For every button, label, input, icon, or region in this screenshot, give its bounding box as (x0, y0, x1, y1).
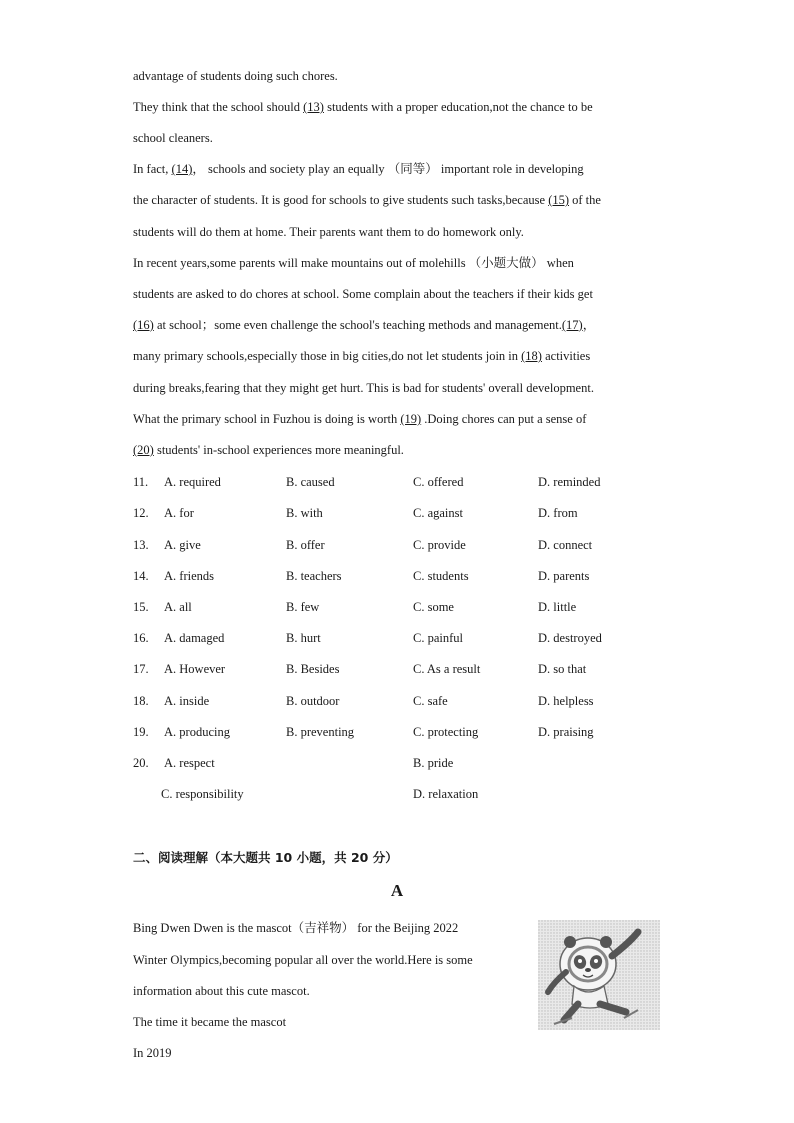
option-d: D. relaxation (413, 787, 479, 801)
option-b: B. hurt (286, 631, 321, 645)
blank-15: (15) (548, 193, 570, 207)
reading-line-1: Bing Dwen Dwen is the mascot（吉祥物） for the Beijing 2022 (133, 921, 459, 935)
option-c: C. students (413, 569, 469, 583)
passage-line-5: the character of students. It is good for schools to give students such tasks,because (15) of the (133, 193, 601, 207)
question-row: 14. A. friends B. teachers C. students D. parents (133, 569, 590, 583)
question-row: 13. A. give B. offer C. provide D. connect (133, 538, 593, 552)
option-b: B. teachers (286, 569, 342, 583)
blank-20: (20) (133, 443, 154, 457)
reading-line-2: Winter Olympics,becoming popular all over the world.Here is some (133, 953, 473, 967)
option-d: D. destroyed (538, 631, 602, 645)
option-d: D. connect (538, 538, 593, 552)
question-row-20-cont (0, 786, 794, 802)
question-row: 19. A. producing B. preventing C. protecting D. praising (133, 725, 594, 739)
passage-line-13: (20) students' in-school experiences more meaningful. (133, 443, 404, 457)
option-b: B. caused (286, 475, 335, 489)
blank-18: (18) (521, 349, 542, 363)
question-row: 11. A. required B. caused C. offered D. reminded (133, 475, 601, 489)
option-d: D. from (538, 506, 578, 520)
option-b: B. outdoor (286, 694, 340, 708)
option-c: C. painful (413, 631, 463, 645)
option-a: A. all (164, 600, 192, 614)
option-c: C. provide (413, 538, 466, 552)
question-row: 12. A. for B. with C. against D. from (133, 506, 578, 520)
option-d: D. praising (538, 725, 594, 739)
question-row: 16. A. damaged B. hurt C. painful D. destroyed (133, 631, 602, 645)
mascot-illustration (538, 920, 660, 1030)
passage-line-3: school cleaners. (133, 131, 213, 145)
option-c: C. responsibility (161, 787, 244, 801)
option-a: A. required (164, 475, 221, 489)
option-d: D. little (538, 600, 577, 614)
option-b: B. Besides (286, 662, 340, 676)
option-b: B. few (286, 600, 320, 614)
reading-line-3: information about this cute mascot. (133, 984, 310, 998)
blank-13: (13) (303, 100, 324, 114)
option-c: C. against (413, 506, 463, 520)
blank-16: (16) (133, 318, 154, 332)
option-d: D. helpless (538, 694, 594, 708)
blank-14: (14) (171, 162, 193, 176)
passage-line-8: students are asked to do chores at school. Some complain about the teachers if their kids get (133, 287, 593, 301)
option-c: C. some (413, 600, 454, 614)
question-row: 18. A. inside B. outdoor C. safe D. helpless (133, 694, 594, 708)
passage-line-9: (16) at school；some even challenge the school's teaching methods and management.(17)， (133, 318, 596, 332)
reading-line-4: The time it became the mascot (133, 1015, 287, 1029)
blank-17: (17) (561, 318, 583, 332)
reading-line-5: In 2019 (133, 1046, 172, 1060)
option-a: A. for (164, 506, 194, 520)
option-c: C. safe (413, 694, 448, 708)
option-a: A. However (164, 662, 226, 676)
option-c: C. protecting (413, 725, 479, 739)
passage-line-6: students will do them at home. Their parents want them to do homework only. (133, 225, 524, 239)
section-heading: 二、阅读理解（本大题共 10 小题，共 20 分） (133, 850, 398, 865)
option-a: A. friends (164, 569, 214, 583)
option-c: C. As a result (413, 662, 481, 676)
option-d: D. so that (538, 662, 587, 676)
passage-line-4: In fact, (14)， schools and society play an equally （同等） important role in developing (133, 162, 584, 176)
question-row-20: 20. A. respect B. pride (133, 756, 454, 770)
option-a: A. damaged (164, 631, 225, 645)
option-a: A. give (164, 538, 201, 552)
passage-line-10: many primary schools,especially those in big cities,do not let students join in (18) activities (133, 349, 591, 363)
passage-line-7: In recent years,some parents will make mountains out of molehills （小题大做） when (133, 256, 574, 270)
passage-line-11: during breaks,fearing that they might get hurt. This is bad for students' overall development. (133, 381, 594, 395)
option-d: D. parents (538, 569, 590, 583)
passage-line-1: advantage of students doing such chores. (133, 69, 338, 83)
blank-19: (19) (400, 412, 422, 426)
mascot-image (538, 920, 660, 1030)
option-a: A. inside (164, 694, 210, 708)
passage-line-12: What the primary school in Fuzhou is doing is worth (19) .Doing chores can put a sense of (133, 412, 587, 426)
option-b: B. pride (413, 756, 454, 770)
option-a: A. respect (164, 756, 215, 770)
option-d: D. reminded (538, 475, 601, 489)
question-row: 17. A. However B. Besides C. As a result D. so that (133, 662, 587, 676)
passage-line-2: They think that the school should (13) students with a proper education,not the chance to be (133, 100, 593, 114)
passage-letter: A (390, 881, 404, 900)
option-b: B. offer (286, 538, 325, 552)
question-row: 15. A. all B. few C. some D. little (133, 600, 577, 614)
option-a: A. producing (164, 725, 230, 739)
option-b: B. with (286, 506, 323, 520)
option-b: B. preventing (286, 725, 355, 739)
option-c: C. offered (413, 475, 464, 489)
